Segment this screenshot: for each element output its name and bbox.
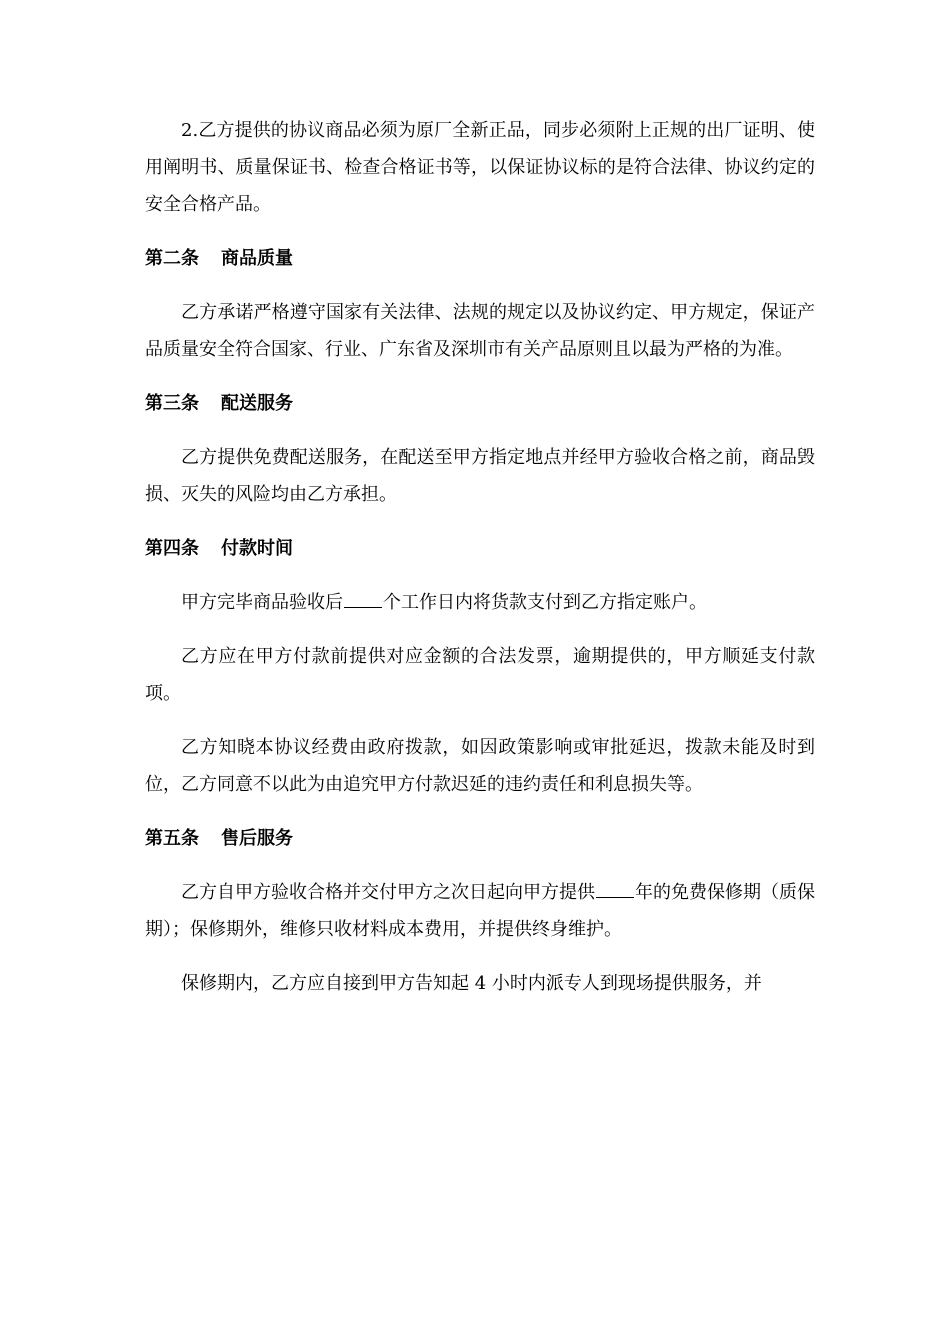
paragraph-invoice: 乙方应在甲方付款前提供对应金额的合法发票，逾期提供的，甲方顺延支付款项。 xyxy=(145,646,815,704)
document-page xyxy=(145,112,815,1002)
article-title: 付款时间 xyxy=(221,538,293,559)
article-title: 商品质量 xyxy=(221,248,293,269)
paragraph-warranty-period xyxy=(145,874,815,948)
text-segment: 年的免费保修期（质保期）；保修期外，维修只收材料成本费用，并提供终身维护。 xyxy=(145,882,815,940)
heading-article-3 xyxy=(145,385,815,422)
article-number: 第五条 xyxy=(145,828,199,849)
fill-in-blank-years xyxy=(596,879,634,898)
text-segment: 个工作日内将货款支付到乙方指定账户。 xyxy=(383,592,707,613)
article-title: 配送服务 xyxy=(221,393,293,414)
article-number: 第四条 xyxy=(145,538,199,559)
article-number: 第二条 xyxy=(145,248,199,269)
paragraph-product-requirements: 2.乙方提供的协议商品必须为原厂全新正品，同步必须附上正规的出厂证明、使用阐明书、质量保证书、检查合格证书等，以保证协议标的是符合法律、协议约定的安全合格产品。 xyxy=(145,120,815,215)
text-segment: 乙方自甲方验收合格并交付甲方之次日起向甲方提供 xyxy=(181,882,595,903)
paragraph-onsite-service: 保修期内，乙方应自接到甲方告知起 4 小时内派专人到现场提供服务，并 xyxy=(181,973,762,994)
fill-in-blank-days xyxy=(344,589,382,608)
heading-article-2 xyxy=(145,240,815,277)
paragraph-payment-time xyxy=(145,584,815,621)
article-title: 售后服务 xyxy=(221,828,293,849)
article-number: 第三条 xyxy=(145,393,199,414)
heading-article-4 xyxy=(145,530,815,567)
paragraph-product-quality: 乙方承诺严格遵守国家有关法律、法规的规定以及协议约定、甲方规定，保证产品质量安全符合国家、行业、广东省及深圳市有关产品原则且以最为严格的为准。 xyxy=(145,302,815,360)
text-segment: 甲方完毕商品验收后 xyxy=(181,592,343,613)
paragraph-government-funding: 乙方知晓本协议经费由政府拨款，如因政策影响或审批延迟，拨款未能及时到位，乙方同意不以此为由追究甲方付款迟延的违约责任和利息损失等。 xyxy=(145,737,815,795)
paragraph-delivery-service: 乙方提供免费配送服务，在配送至甲方指定地点并经甲方验收合格之前，商品毁损、灭失的风险均由乙方承担。 xyxy=(145,447,815,505)
heading-article-5 xyxy=(145,820,815,857)
